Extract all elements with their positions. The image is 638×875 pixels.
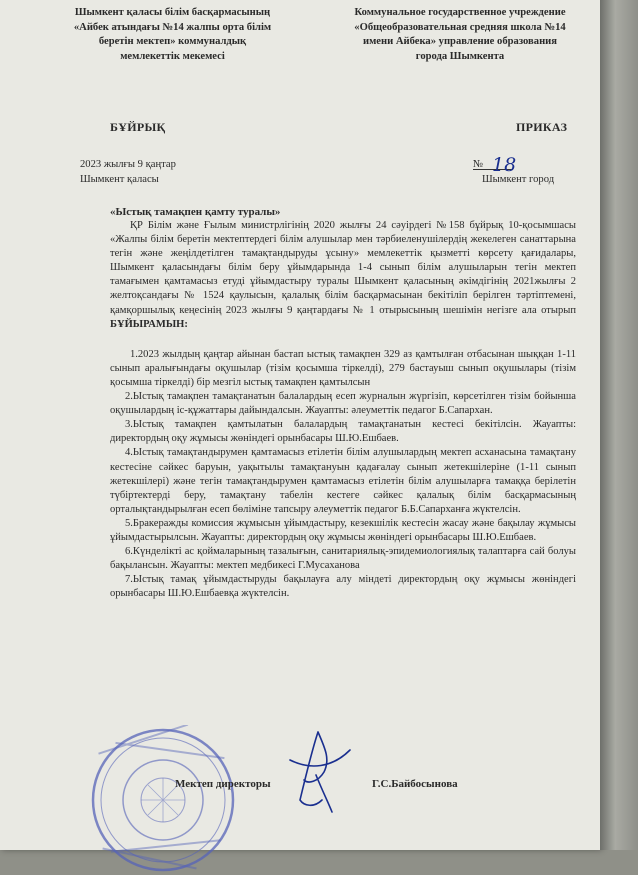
item-2: 2.Ыстық тамақпен тамақтанатын балалардың есеп журналын жүргізіп, көрсетілген тізім бойынша оқушылардың іс-құжаттары дайындалсын. Жауапты: әлеуметтік педагог Б.Сапархан.: [110, 391, 576, 417]
order-body: [110, 219, 576, 601]
order-word: БҰЙЫРАМЫН:: [110, 318, 188, 330]
place-kz: Шымкент қаласы: [80, 174, 159, 185]
item-4: 4.Ыстық тамақтандырумен қамтамасыз етілетін білім алушылардың мектеп асханасына тамақтану кестесіне сәйкес баруын, уақытылы тамақтануын қадағалау сынып жетекшілеріне (1-11 сынып жетекшілері) және тегін тамақтандырумен қамтамасыз етілетін білім алушыларға тамаққа берілетін түбіртектерді беру, тамақтану табелін кестеге сәйкес қалалық білім басқармасының орталықтандырылған есеп бөліміне тапсыру әлеуметтік педагог Б.Б.Сапарханға жүктелсін.: [110, 447, 576, 515]
header-ru-line: города Шымкента: [415, 50, 505, 62]
header-ru: [330, 6, 590, 64]
order-subject: «Ыстық тамақпен қамту туралы»: [110, 206, 281, 218]
header-kz-line: мемлекеттік мекемесі: [120, 50, 225, 62]
header-ru-line: имени Айбека» управление образования: [362, 36, 558, 47]
order-number: 18: [492, 154, 517, 176]
signature-icon: [270, 720, 360, 820]
item-6: 6.Күнделікті ас қоймаларының тазалығын, санитариялық-эпидемиологиялық талаптарға сай болуы бақылансын. Жауапты: мектеп медбикесі Г.Мусаханова: [110, 546, 576, 572]
number-label: №: [473, 159, 484, 170]
header-ru-line: «Общеобразовательная средняя школа №14: [354, 21, 566, 33]
doc-title-kz: БҰЙРЫҚ: [110, 120, 166, 134]
header-kz-line: Шымкент қаласы білім басқармасының: [74, 7, 271, 18]
item-1: 1.2023 жылдың қаңтар айынан бастап ыстық тамақпен 329 аз қамтылған отбасынан шыққан 1-11 сынып аралығындағы оқушылар (тізім қосымша тіркелді), 279 бастауыш сынып оқушылары (тізім қосымша тіркелді) бір мезгіл ыстық тамақпен қамтылсын: [110, 348, 576, 388]
item-5: 5.Бракеражды комиссия жұмысын ұйымдастыру, кезекшілік кестесін жасау және бақылау жұмысы ұйымдастырылсын. Жауапты: директордың оқу жұмысы жөніндегі орынбасары Ш.Ю.Ешбаев.: [110, 517, 576, 543]
header-kz-line: «Айбек атындағы №14 жалпы орта білім: [73, 21, 272, 33]
signer-name: Г.С.Байбосынова: [372, 778, 458, 790]
signer-title: Мектеп директоры: [175, 778, 271, 790]
doc-title-ru: ПРИКАЗ: [516, 120, 568, 134]
item-3: 3.Ыстық тамақпен қамтылатын балалардың тамақтанатын кестесі бекітілсін. Жауапты: директордың оқу жұмысы жөніндегі орынбасары Ш.Ю.Ешбаев.: [110, 419, 576, 445]
item-7: 7.Ыстық тамақ ұйымдастыруды бақылауға алу міндеті директордың оқу жұмысы жөніндегі орынбасары Ш.Ю.Ешбаевқа жүктелсін.: [110, 574, 576, 600]
order-date: 2023 жылғы 9 қаңтар: [80, 159, 176, 170]
header-kz: [40, 6, 305, 64]
background-edge: [600, 0, 638, 850]
header-ru-line: Коммунальное государственное учреждение: [354, 7, 566, 18]
header-kz-line: беретін мектеп» коммуналдық: [98, 36, 247, 47]
preamble-text: ҚР Білім және Ғылым министрлігінің 2020 жылғы 24 сәуірдегі №158 бұйрық 10-қосымшасы «Жалпы білім беретін мектептердегі білім алушылар мен тәрбиеленушілердің жекелеген санаттарына тегін және жеңілдетілген тамақтандыруды ұсыну» мемлекеттік қызметті көрсету қағидалары, Шымкент қаласындағы білім беру ұйымдарында 1-4 сынып білім алушыларын тегін мектеп тамағымен қамтамасыз етуді ұйымдастыру туралы Шымкент қаласының әкімдігінің 2021жылғы 2 желтоқсандағы № 1524 қаулысын, қалалық білім басқармасынан бекітіліп берілген тәртіптемені, қамқоршылық кеңесінің 2023 жылғы 9 қаңтардағы № 1 отырысының шешімін негізге ала отырып: [110, 220, 576, 316]
place-ru: Шымкент город: [482, 174, 555, 185]
round-stamp-icon: [88, 725, 238, 875]
preamble: [110, 219, 576, 332]
